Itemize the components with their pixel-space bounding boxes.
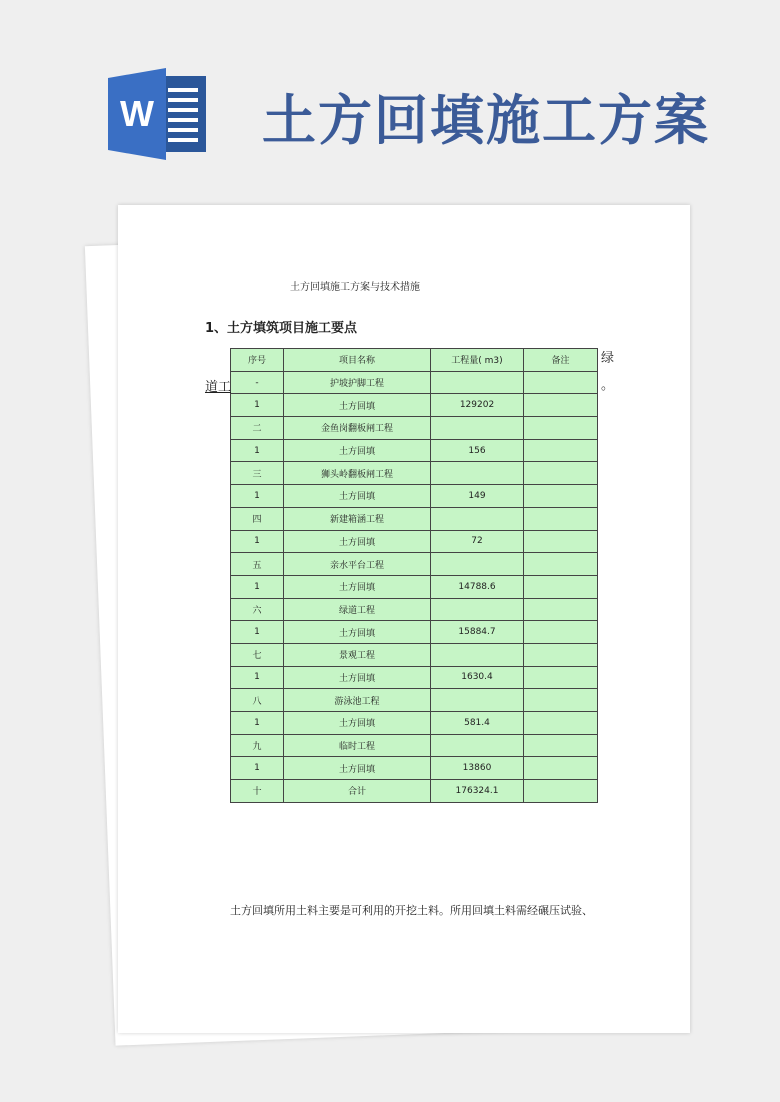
remark-cell [524, 780, 598, 803]
table-cell: 九 [231, 734, 284, 757]
table-cell: 土方回填 [284, 757, 431, 780]
table-row [231, 485, 598, 508]
remark-cell [524, 530, 598, 553]
table-cell: 129202 [431, 394, 524, 417]
remark-cell [524, 417, 598, 440]
table-row [231, 553, 598, 576]
table-cell [431, 598, 524, 621]
table-cell: 581.4 [431, 712, 524, 735]
remark-cell [524, 666, 598, 689]
table-cell: 五 [231, 553, 284, 576]
table-cell: 13860 [431, 757, 524, 780]
table-cell: 15884.7 [431, 621, 524, 644]
remark-cell [524, 712, 598, 735]
table-row [231, 666, 598, 689]
paragraph-fragment: 道工 [205, 380, 232, 395]
table-row [231, 507, 598, 530]
table-row [231, 780, 598, 803]
table-cell: 156 [431, 439, 524, 462]
table-row [231, 643, 598, 666]
earthwork-table [230, 348, 598, 803]
table-cell: 1 [231, 621, 284, 644]
table-row [231, 575, 598, 598]
table-cell: 土方回填 [284, 666, 431, 689]
remark-cell [524, 394, 598, 417]
remark-cell [524, 575, 598, 598]
table-row [231, 712, 598, 735]
table-cell: 十 [231, 780, 284, 803]
table-cell [431, 371, 524, 394]
table-cell: 1 [231, 575, 284, 598]
table-cell: 金鱼岗翻板闸工程 [284, 417, 431, 440]
svg-text:W: W [120, 93, 154, 134]
body-text: 土方回填所用土料主要是可利用的开挖土料。所用回填土料需经碾压试验、 [230, 904, 593, 917]
table-cell: 1 [231, 530, 284, 553]
table-cell: 土方回填 [284, 621, 431, 644]
remark-cell [524, 439, 598, 462]
remark-cell [524, 507, 598, 530]
header-cell: 序号 [231, 349, 284, 372]
table-row [231, 757, 598, 780]
remark-cell [524, 757, 598, 780]
paragraph-fragment: 。 [601, 378, 615, 393]
remark-cell [524, 689, 598, 712]
table-cell: - [231, 371, 284, 394]
table-cell: 绿道工程 [284, 598, 431, 621]
table-row [231, 417, 598, 440]
table-row [231, 598, 598, 621]
section-heading: 1、土方填筑项目施工要点 [205, 321, 358, 336]
table-row [231, 689, 598, 712]
table-cell: 土方回填 [284, 439, 431, 462]
table-row [231, 530, 598, 553]
table-cell: 狮头岭翻板闸工程 [284, 462, 431, 485]
table-cell [431, 734, 524, 757]
table-cell: 1 [231, 485, 284, 508]
table-cell: 土方回填 [284, 712, 431, 735]
table-cell: 1 [231, 757, 284, 780]
table-cell: 八 [231, 689, 284, 712]
table-row [231, 462, 598, 485]
table-row [231, 734, 598, 757]
header-cell: 项目名称 [284, 349, 431, 372]
table-cell: 护坡护脚工程 [284, 371, 431, 394]
header-cell: 工程量( m3) [431, 349, 524, 372]
table-cell: 1 [231, 394, 284, 417]
table-cell [431, 689, 524, 712]
remark-cell [524, 621, 598, 644]
table-cell: 景观工程 [284, 643, 431, 666]
table-cell: 亲水平台工程 [284, 553, 431, 576]
table-cell: 1 [231, 439, 284, 462]
remark-cell [524, 643, 598, 666]
table-cell: 七 [231, 643, 284, 666]
document-title: 土方回填施工方案与技术措施 [290, 282, 420, 293]
word-logo-icon [108, 68, 208, 160]
table-cell: 土方回填 [284, 485, 431, 508]
table-cell: 二 [231, 417, 284, 440]
page-title: 土方回填施工方案 [262, 88, 710, 152]
paragraph-fragment: 绿 [601, 351, 615, 366]
table-cell: 四 [231, 507, 284, 530]
remark-cell [524, 598, 598, 621]
table-cell: 土方回填 [284, 394, 431, 417]
table-cell: 土方回填 [284, 530, 431, 553]
table-header-row [231, 349, 598, 372]
table-cell: 72 [431, 530, 524, 553]
table-cell: 临时工程 [284, 734, 431, 757]
table-cell [431, 553, 524, 576]
remark-cell [524, 734, 598, 757]
table-row [231, 439, 598, 462]
table-cell: 三 [231, 462, 284, 485]
table-cell: 合计 [284, 780, 431, 803]
table-row [231, 621, 598, 644]
remark-cell [524, 485, 598, 508]
table-cell [431, 507, 524, 530]
table-cell: 游泳池工程 [284, 689, 431, 712]
table-cell: 1630.4 [431, 666, 524, 689]
remark-cell [524, 462, 598, 485]
table-cell [431, 643, 524, 666]
table-cell: 六 [231, 598, 284, 621]
table-cell: 新建箱涵工程 [284, 507, 431, 530]
header-cell: 备注 [524, 349, 598, 372]
table-cell [431, 462, 524, 485]
table-row [231, 394, 598, 417]
table-cell: 1 [231, 712, 284, 735]
table-cell: 176324.1 [431, 780, 524, 803]
table-cell: 土方回填 [284, 575, 431, 598]
table-cell: 14788.6 [431, 575, 524, 598]
table-row [231, 371, 598, 394]
table-cell [431, 417, 524, 440]
remark-cell [524, 553, 598, 576]
table-cell: 1 [231, 666, 284, 689]
table-cell: 149 [431, 485, 524, 508]
remark-cell [524, 371, 598, 394]
